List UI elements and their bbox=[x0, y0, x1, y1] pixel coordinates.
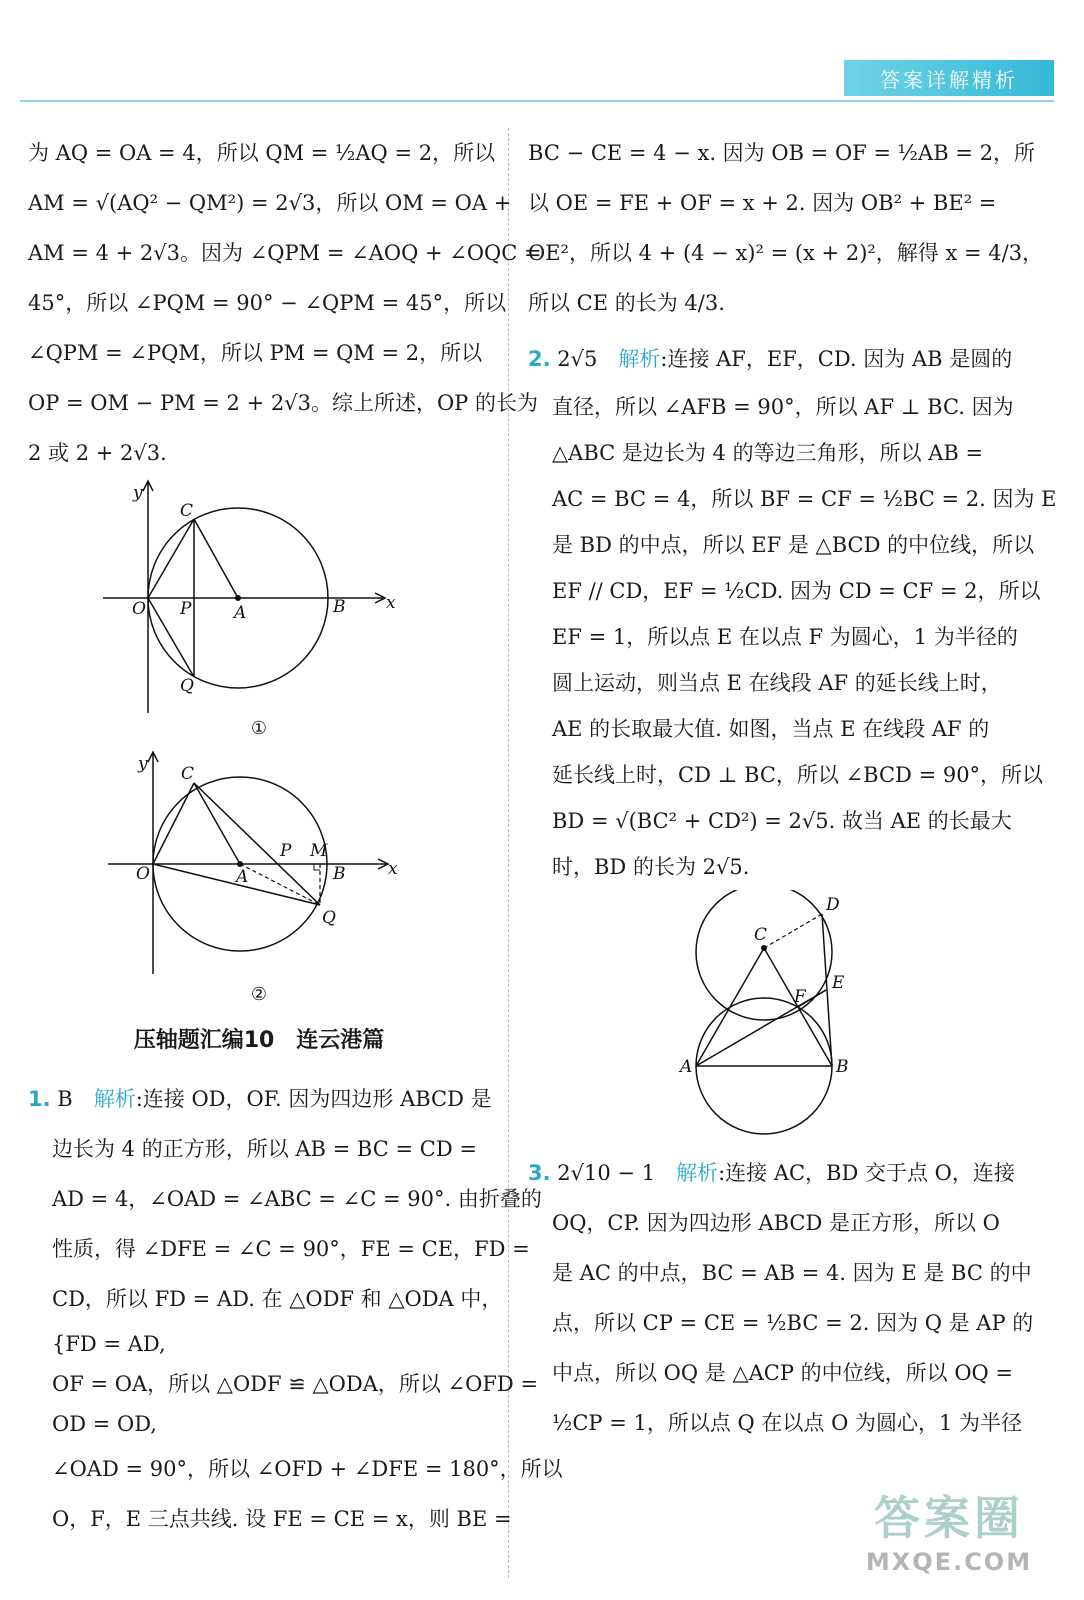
figure-2-label: ② bbox=[250, 984, 268, 1005]
text-line: 边长为 4 的正方形，所以 AB = BC = CD = bbox=[52, 1137, 477, 1161]
label-a: A bbox=[680, 1057, 693, 1077]
text-line: ∠QPM = ∠PQM，所以 PM = QM = 2，所以 bbox=[28, 341, 483, 365]
text-line: ∠OAD = 90°，所以 ∠OFD + ∠DFE = 180°，所以 bbox=[52, 1457, 563, 1481]
figure-1-label: ① bbox=[250, 718, 268, 739]
segment-cd bbox=[764, 914, 822, 948]
text-line: AM = 4 + 2√3。因为 ∠QPM = ∠AOQ + ∠OQC = bbox=[28, 241, 542, 265]
text-line: EF // CD，EF = ½CD. 因为 CD = CF = 2，所以 bbox=[552, 579, 1041, 603]
circle-c bbox=[696, 890, 832, 1020]
text-line: OE²，所以 4 + (4 − x)² = (x + 2)²，解得 x = 4/3， bbox=[528, 241, 1044, 265]
analysis-keyword: 解析 bbox=[93, 1087, 136, 1111]
text-line: 45°，所以 ∠PQM = 90° − ∠QPM = 45°，所以 bbox=[28, 291, 507, 315]
label-x: x bbox=[388, 859, 398, 879]
label-d: D bbox=[826, 895, 840, 915]
text-line: OF = OA，所以 △ODF ≌ △ODA，所以 ∠OFD = bbox=[52, 1372, 539, 1396]
label-o: O bbox=[132, 599, 146, 619]
text-line: ½CP = 1，所以点 Q 在以点 O 为圆心，1 为半径 bbox=[552, 1411, 1023, 1435]
text-line: 是 AC 的中点，BC = AB = 4. 因为 E 是 BC 的中 bbox=[552, 1261, 1032, 1285]
text-line: BC − CE = 4 − x. 因为 OB = OF = ½AB = 2，所 bbox=[528, 141, 1035, 165]
text-line: AC = BC = 4，所以 BF = CF = ½BC = 2. 因为 E bbox=[552, 487, 1057, 511]
question-number: 2. bbox=[528, 347, 551, 371]
answer: 2√5 bbox=[557, 347, 598, 371]
segment-ca bbox=[194, 519, 238, 598]
segment-ac bbox=[696, 948, 764, 1066]
question-3-head bbox=[528, 1148, 1026, 1198]
label-p: P bbox=[280, 841, 292, 861]
header-rule bbox=[20, 100, 1054, 102]
right-angle-mark bbox=[314, 864, 320, 870]
label-q: Q bbox=[322, 908, 336, 928]
answer: 2√10 − 1 bbox=[557, 1161, 656, 1185]
label-a: A bbox=[236, 867, 249, 887]
answer: B bbox=[57, 1087, 73, 1111]
text-line: AE 的长取最大值. 如图，当点 E 在线段 AF 的 bbox=[552, 717, 990, 741]
text-line: OD = OD, bbox=[52, 1412, 157, 1436]
watermark-logo: 答案圈 bbox=[874, 1491, 1024, 1545]
text-line: BD = √(BC² + CD²) = 2√5. 故当 AE 的长最大 bbox=[552, 809, 1012, 833]
text-line: :连接 AF，EF，CD. 因为 AB 是圆的 bbox=[660, 347, 1013, 371]
left-column bbox=[28, 128, 563, 1544]
text-line: OQ，CP. 因为四边形 ABCD 是正方形，所以 O bbox=[552, 1211, 1000, 1235]
text-line: 是 BD 的中点，所以 EF 是 △BCD 的中位线，所以 bbox=[552, 533, 1035, 557]
text-line: 性质，得 ∠DFE = ∠C = 90°，FE = CE，FD = bbox=[52, 1237, 530, 1261]
text-line: CD，所以 FD = AD. 在 △ODF 和 △ODA 中， bbox=[52, 1287, 503, 1311]
figure-2 bbox=[28, 749, 490, 984]
label-c: C bbox=[754, 925, 768, 945]
text-line: AD = 4，∠OAD = ∠ABC = ∠C = 90°. 由折叠的 bbox=[52, 1187, 542, 1211]
figure-1 bbox=[28, 478, 490, 718]
label-e: E bbox=[832, 973, 845, 993]
point-a bbox=[235, 595, 241, 601]
column-divider bbox=[508, 128, 509, 1578]
text-line: 直径，所以 ∠AFB = 90°，所以 AF ⊥ BC. 因为 bbox=[552, 395, 1014, 419]
header-tab bbox=[844, 60, 1054, 96]
text-line: O，F，E 三点共线. 设 FE = CE = x，则 BE = bbox=[52, 1507, 512, 1531]
figure-3 bbox=[528, 890, 1026, 1140]
text-line: 为 AQ = OA = 4，所以 QM = ½AQ = 2，所以 bbox=[28, 141, 496, 165]
text-line: 中点，所以 OQ 是 △ACP 的中位线，所以 OQ = bbox=[552, 1361, 1014, 1385]
segment-aq bbox=[240, 864, 320, 905]
segment-oc bbox=[153, 783, 194, 864]
question-1-head bbox=[28, 1074, 490, 1124]
watermark-site: MXQE.COM bbox=[865, 1548, 1033, 1576]
header-tab-label: 答案详解精析 bbox=[880, 67, 1018, 92]
analysis-keyword: 解析 bbox=[618, 347, 661, 371]
label-x: x bbox=[386, 593, 396, 613]
text-line: {FD = AD, bbox=[52, 1332, 166, 1356]
text-line: △ABC 是边长为 4 的等边三角形，所以 AB = bbox=[552, 441, 984, 465]
text-line: 圆上运动，则当点 E 在线段 AF 的延长线上时， bbox=[552, 671, 1002, 695]
label-y: y bbox=[133, 483, 143, 503]
text-line: 所以 CE 的长为 4/3. bbox=[528, 291, 725, 315]
watermark bbox=[844, 1482, 1054, 1576]
label-b: B bbox=[333, 864, 346, 884]
text-line: 时，BD 的长为 2√5. bbox=[552, 855, 750, 879]
label-f: F bbox=[794, 987, 806, 1007]
label-a: A bbox=[234, 603, 247, 623]
point-c bbox=[761, 945, 767, 951]
label-b: B bbox=[836, 1057, 849, 1077]
text-line: OP = OM − PM = 2 + 2√3。综上所述，OP 的长为 bbox=[28, 391, 538, 415]
right-column bbox=[528, 128, 1057, 1448]
label-o: O bbox=[136, 864, 150, 884]
segment-ca bbox=[194, 783, 240, 864]
text-line: :连接 OD，OF. 因为四边形 ABCD 是 bbox=[135, 1087, 492, 1111]
question-2-head bbox=[528, 334, 1026, 384]
text-line: 延长线上时，CD ⊥ BC，所以 ∠BCD = 90°，所以 bbox=[552, 763, 1044, 787]
label-m: M bbox=[310, 841, 328, 861]
label-p: P bbox=[180, 599, 192, 619]
analysis-keyword: 解析 bbox=[676, 1161, 719, 1185]
label-b: B bbox=[333, 597, 346, 617]
text-line: EF = 1，所以点 E 在以点 F 为圆心，1 为半径的 bbox=[552, 625, 1018, 649]
text-line: :连接 AC，BD 交于点 O，连接 bbox=[718, 1161, 1015, 1185]
label-y: y bbox=[138, 754, 148, 774]
label-c: C bbox=[181, 764, 195, 784]
text-line: 2 或 2 + 2√3. bbox=[28, 441, 167, 465]
question-number: 1. bbox=[28, 1087, 51, 1111]
segment-oc bbox=[148, 519, 194, 598]
section-title: 压轴题汇编10 连云港篇 bbox=[133, 1028, 385, 1053]
label-c: C bbox=[180, 501, 194, 521]
text-line: 以 OE = FE + OF = x + 2. 因为 OB² + BE² = bbox=[528, 191, 997, 215]
question-number: 3. bbox=[528, 1161, 551, 1185]
text-line: AM = √(AQ² − QM²) = 2√3，所以 OM = OA + bbox=[28, 191, 512, 215]
text-line: 点，所以 CP = CE = ½BC = 2. 因为 Q 是 AP 的 bbox=[552, 1311, 1034, 1335]
label-q: Q bbox=[180, 676, 194, 696]
